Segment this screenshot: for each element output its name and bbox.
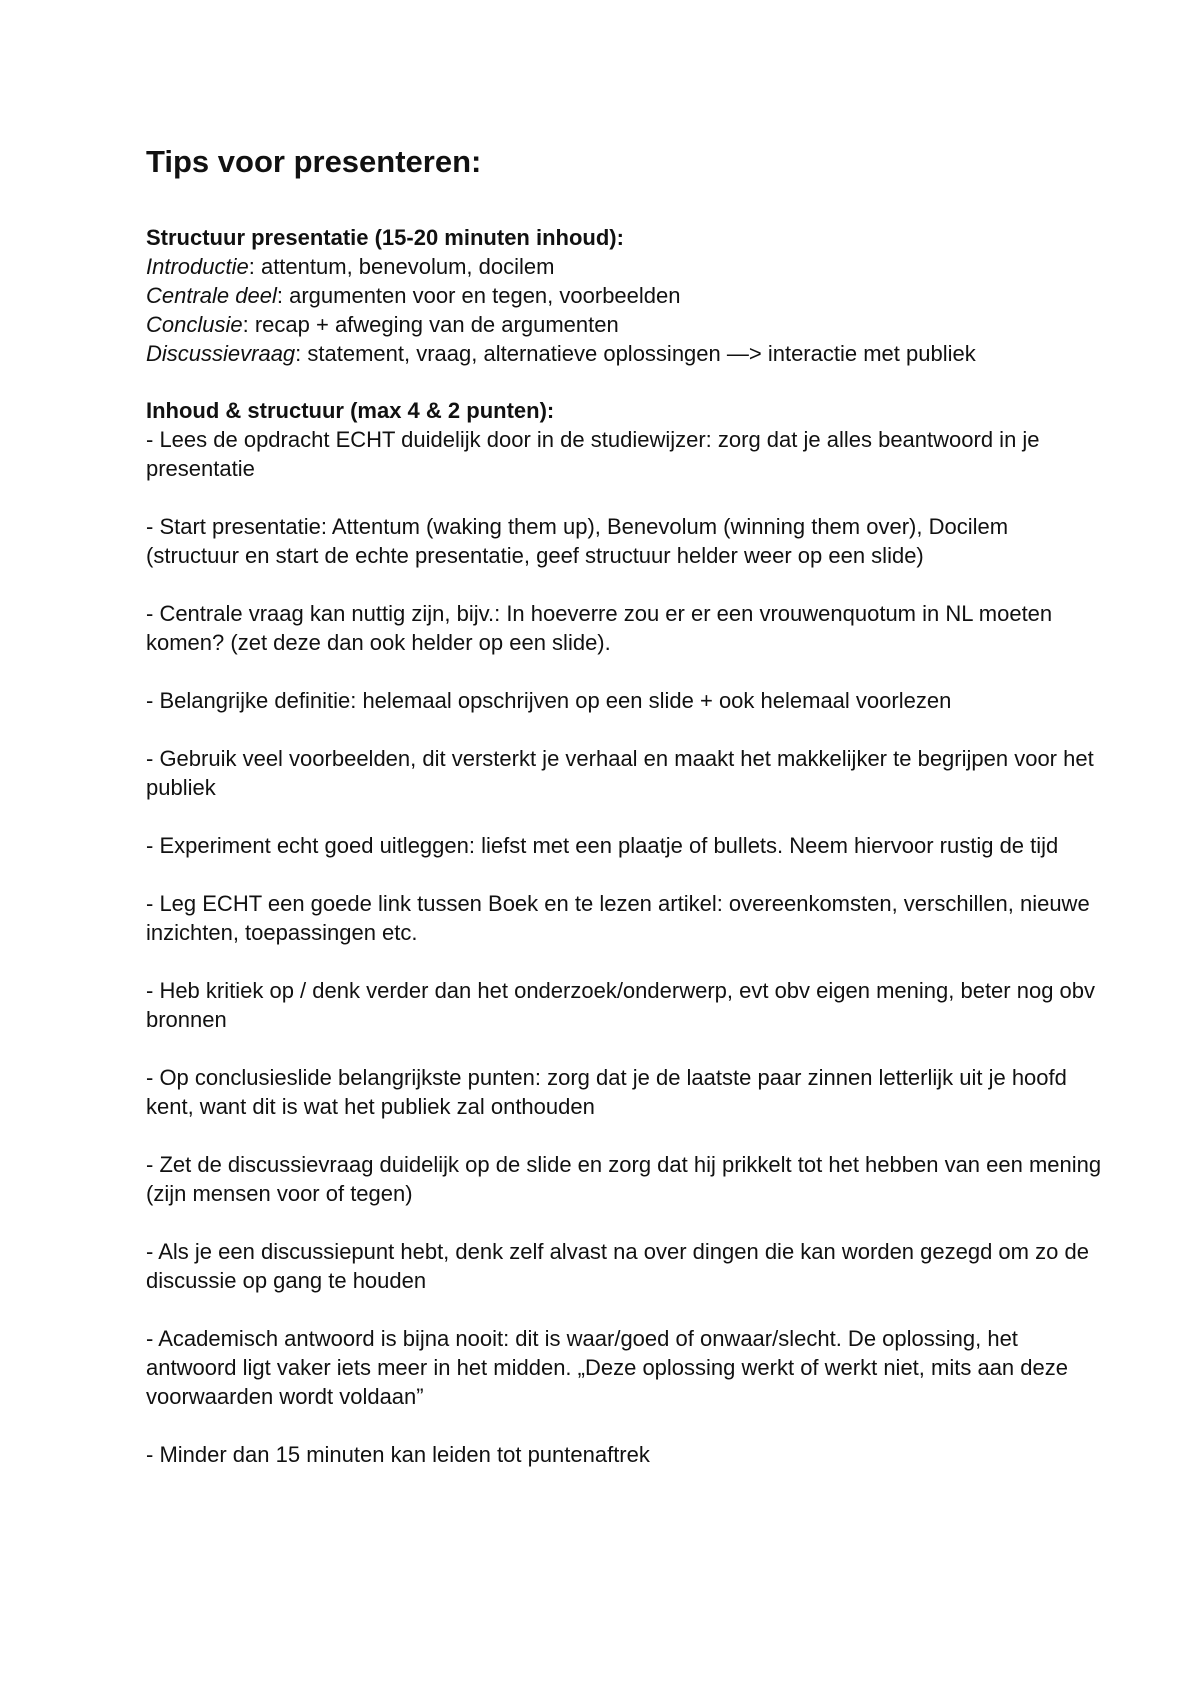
tip-paragraph: - Start presentatie: Attentum (waking them up), Benevolum (winning them over), Docilem (structuur en start de echte presentatie, geef structuur helder weer op een slide) xyxy=(146,514,1009,568)
content-heading: Inhoud & structuur (max 4 & 2 punten): xyxy=(146,398,555,423)
structure-text: : attentum, benevolum, docilem xyxy=(248,254,555,279)
structure-section xyxy=(146,223,1106,368)
structure-item-conclusie xyxy=(146,310,1106,339)
tip-paragraph: - Minder dan 15 minuten kan leiden tot puntenaftrek xyxy=(146,1442,650,1467)
tip-paragraph: - Op conclusieslide belangrijkste punten: zorg dat je de laatste paar zinnen letterlijk uit je hoofd kent, want dit is wat het publiek zal onthouden xyxy=(146,1065,1067,1119)
document-page xyxy=(146,142,1106,1469)
tip-paragraph: - Experiment echt goed uitleggen: liefst met een plaatje of bullets. Neem hiervoor rustig de tijd xyxy=(146,833,1059,858)
structure-item-discussievraag xyxy=(146,339,1106,368)
tip-paragraph: - Als je een discussiepunt hebt, denk zelf alvast na over dingen die kan worden gezegd om zo de discussie op gang te houden xyxy=(146,1239,1089,1293)
structure-term: Discussievraag xyxy=(146,341,296,366)
structure-term: Centrale deel xyxy=(146,283,277,308)
structure-text: : argumenten voor en tegen, voorbeelden xyxy=(276,283,681,308)
structure-item-introductie xyxy=(146,252,1106,281)
structure-term: Introductie xyxy=(146,254,249,279)
structure-heading: Structuur presentatie (15-20 minuten inhoud): xyxy=(146,225,624,250)
structure-term: Conclusie xyxy=(146,312,243,337)
tip-paragraph: - Heb kritiek op / denk verder dan het onderzoek/onderwerp, evt obv eigen mening, beter nog obv bronnen xyxy=(146,978,1096,1032)
structure-text: : statement, vraag, alternatieve oplossingen —> interactie met publiek xyxy=(295,341,976,366)
tip-paragraph: - Centrale vraag kan nuttig zijn, bijv.: In hoeverre zou er er een vrouwenquotum in NL moeten komen? (zet deze dan ook helder op een slide). xyxy=(146,601,1053,655)
tip-paragraph: - Lees de opdracht ECHT duidelijk door in de studiewijzer: zorg dat je alles beantwoord in je presentatie xyxy=(146,427,1040,481)
tip-paragraph: - Gebruik veel voorbeelden, dit versterkt je verhaal en maakt het makkelijker te begrijpen voor het publiek xyxy=(146,746,1094,800)
document-title: Tips voor presenteren: xyxy=(146,144,482,179)
tip-paragraph: - Belangrijke definitie: helemaal opschrijven op een slide + ook helemaal voorlezen xyxy=(146,688,952,713)
tip-paragraph: - Zet de discussievraag duidelijk op de slide en zorg dat hij prikkelt tot het hebben van een mening (zijn mensen voor of tegen) xyxy=(146,1152,1102,1206)
structure-text: : recap + afweging van de argumenten xyxy=(242,312,619,337)
tip-paragraph: - Leg ECHT een goede link tussen Boek en te lezen artikel: overeenkomsten, verschillen, nieuwe inzichten, toepassingen etc. xyxy=(146,891,1090,945)
tip-paragraph: - Academisch antwoord is bijna nooit: dit is waar/goed of onwaar/slecht. De oplossing, het antwoord ligt vaker iets meer in het midden. „Deze oplossing werkt of werkt niet, mits aan deze voorwaarden wordt voldaan” xyxy=(146,1326,1068,1409)
content-section xyxy=(146,396,1106,1469)
structure-item-centrale-deel xyxy=(146,281,1106,310)
